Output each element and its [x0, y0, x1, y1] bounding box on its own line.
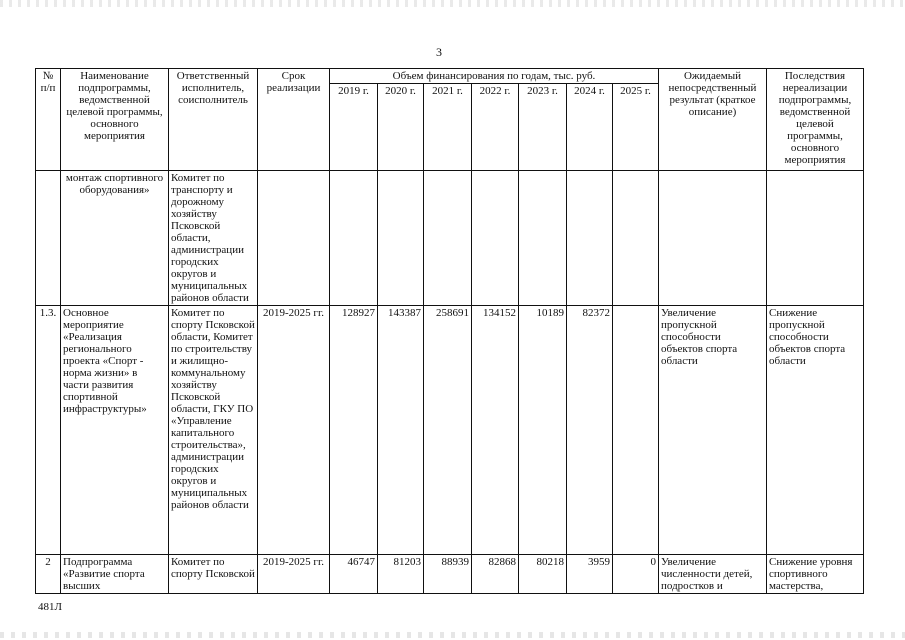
- cell-term: 2019-2025 гг.: [258, 555, 330, 594]
- cell-value: [567, 171, 613, 306]
- header-result: Ожидаемый непосредственный результат (краткое описание): [659, 69, 767, 171]
- cell-result: Увеличение пропускной способности объектов спорта области: [659, 306, 767, 555]
- cell-consequences: Снижение пропускной способности объектов спорта области: [767, 306, 864, 555]
- cell-result: [659, 171, 767, 306]
- header-year: 2021 г.: [424, 84, 472, 171]
- table-row: [36, 555, 864, 594]
- cell-value: 134152: [472, 306, 519, 555]
- cell-name: монтаж спортивного оборудования»: [61, 171, 169, 306]
- scan-artifact-bottom: [0, 632, 905, 638]
- cell-result: Увеличение численности детей, подростков и: [659, 555, 767, 594]
- scan-artifact-top: [0, 0, 905, 7]
- header-year: 2020 г.: [378, 84, 424, 171]
- cell-value: 3959: [567, 555, 613, 594]
- header-funding: Объем финансирования по годам, тыс. руб.: [330, 69, 659, 84]
- cell-value: [519, 171, 567, 306]
- cell-value: [330, 171, 378, 306]
- header-year: 2019 г.: [330, 84, 378, 171]
- cell-value: 10189: [519, 306, 567, 555]
- cell-value: [613, 171, 659, 306]
- cell-responsible: Комитет по спорту Псковской области, Комитет по строительству и жилищно-коммунальному хозяйству Псковской области, ГКУ ПО «Управление капитального строительства», администрации городских округов и муниципальных районов области: [169, 306, 258, 555]
- cell-responsible: Комитет по транспорту и дорожному хозяйству Псковской области, администрации городских округов и муниципальных районов области: [169, 171, 258, 306]
- cell-term: 2019-2025 гг.: [258, 306, 330, 555]
- header-year: 2025 г.: [613, 84, 659, 171]
- header-consequences: Последствия нереализации подпрограммы, ведомственной целевой программы, основного мероприятия: [767, 69, 864, 171]
- header-responsible: Ответственный исполнитель, соисполнитель: [169, 69, 258, 171]
- cell-num: 1.3.: [36, 306, 61, 555]
- cell-value: 81203: [378, 555, 424, 594]
- cell-value: 258691: [424, 306, 472, 555]
- cell-num: [36, 171, 61, 306]
- header-name: Наименование подпрограммы, ведомственной целевой программы, основного мероприятия: [61, 69, 169, 171]
- header-term: Срок реализации: [258, 69, 330, 171]
- header-year: 2022 г.: [472, 84, 519, 171]
- cell-value: 0: [613, 555, 659, 594]
- cell-responsible: Комитет по спорту Псковской: [169, 555, 258, 594]
- header-num: № п/п: [36, 69, 61, 171]
- cell-value: 88939: [424, 555, 472, 594]
- header-year: 2024 г.: [567, 84, 613, 171]
- cell-value: 82372: [567, 306, 613, 555]
- cell-value: 80218: [519, 555, 567, 594]
- cell-value: [613, 306, 659, 555]
- cell-value: 143387: [378, 306, 424, 555]
- cell-value: [472, 171, 519, 306]
- table-row: [36, 306, 864, 555]
- header-year: 2023 г.: [519, 84, 567, 171]
- program-table: [35, 68, 864, 594]
- document-code: 481Л: [38, 601, 62, 613]
- cell-consequences: [767, 171, 864, 306]
- cell-term: [258, 171, 330, 306]
- cell-value: [378, 171, 424, 306]
- cell-value: 46747: [330, 555, 378, 594]
- cell-value: [424, 171, 472, 306]
- cell-name: Основное мероприятие «Реализация регионального проекта «Спорт - норма жизни» в части развития спортивной инфраструктуры»: [61, 306, 169, 555]
- table-header-row: [36, 69, 864, 84]
- page-number: 3: [436, 45, 442, 59]
- cell-value: 82868: [472, 555, 519, 594]
- table-row: [36, 171, 864, 306]
- cell-name: Подпрограмма «Развитие спорта высших: [61, 555, 169, 594]
- cell-value: 128927: [330, 306, 378, 555]
- cell-num: 2: [36, 555, 61, 594]
- cell-consequences: Снижение уровня спортивного мастерства,: [767, 555, 864, 594]
